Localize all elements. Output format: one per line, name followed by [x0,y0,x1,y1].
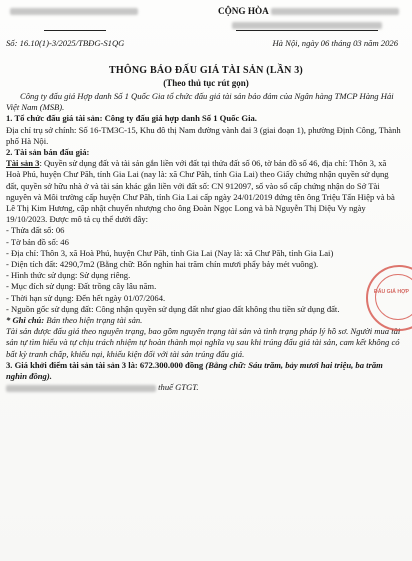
asset-label: Tài sản 3 [6,158,40,169]
document-date: Hà Nội, ngày 06 tháng 03 năm 2026 [272,38,398,48]
document-title: THÔNG BÁO ĐẤU GIÁ TÀI SẢN (LẦN 3) [109,65,303,76]
asset-item-1: - Thửa đất số: 06 [6,225,65,236]
header-right-line2-blurred [232,22,382,29]
vat-text: thuế GTGT. [158,382,199,393]
header-left-underline [44,30,106,31]
asset-description [6,158,402,225]
header-left [10,6,138,16]
asset-item-6: - Mục đích sử dụng: Đất trồng cây lâu năm. [6,281,157,292]
reference-number: Số: 16.10(1)-3/2025/TBĐG-S1QG [6,38,125,48]
section-1-heading: 1. Tổ chức đấu giá tài sản: Công ty đấu giá hợp danh Số 1 Quốc Gia. [6,113,257,124]
asset-item-2: - Tờ bản đồ số: 46 [6,236,69,247]
document-subtitle: (Theo thủ tục rút gọn) [163,78,249,88]
header-right-title: CỘNG HÒA [218,6,269,16]
header-right [218,6,399,16]
asset-item-3: - Địa chỉ: Thôn 3, xã Hoà Phú, huyện Chư Păh, tỉnh Gia Lai (Nay là: xã Chư Păh, tỉnh Gia Lai) [6,247,334,258]
seal-inner-ring [375,274,412,320]
section-1-address: Địa chỉ trụ sở chính: Số 16-TM3C-15, Khu đô thị Nam đường vành đai 3 (giai đoạn 1), phường Định Công, Thành phố Hà Nội. [6,124,401,146]
section-3-vat-line [6,382,402,393]
note-line [6,315,402,326]
intro-paragraph: Công ty đấu giá Hợp danh Số 1 Quốc Gia tổ chức đấu giá tài sản bảo đảm của Ngân hàng TMCP Hàng Hải Việt Nam (MSB). [6,91,394,113]
section-3-heading: 3. Giá khởi điểm tài sản tài sản 3 là: 672.300.000 đồng [6,359,204,370]
disclaimer-paragraph: Tài sản được đấu giá theo nguyên trạng, bao gồm nguyên trạng tài sản và tình trạng pháp lý hồ sơ. Người mua tài sản tự tìm hiểu và tự chịu trách nhiệm tự hoàn thành mọi nghĩa vụ sau khi trúng đấu giá tài sản, cam kết không có bất kỳ tranh chấp, khiếu nại, khiếu kiện đối với tài sản trúng đấu giá. [6,326,401,359]
header-right-underline [236,30,378,31]
asset-description-text: : Quyền sử dụng đất và tài sản gắn liền với đất tại thửa đất số 06, tờ bản đồ số 46, địa chỉ: Thôn 3, xã Hoà Phú, huyện Chư Păh, tỉnh Gia Lai (nay là: xã Chư Păh, tỉnh Gia Lai) theo Giấy chứng nhận quyền sử dụng đất, quyền sở hữu nhà ở và tài sản khác gắn liền với đất số: CN 912097, số vào sổ cấp chứng nhận do Sở Tài nguyên và Môi trường cấp huyện Chư Păh, tỉnh Gia Lai cấp ngày 24/01/2019 đứng tên ông Triệu Tấn Hiệp và bà Lê Thị Kim Hương, cập nhật chuyển nhượng cho ông Đoàn Ngọc Long và bà Nguyễn Thị Diệu Vy ngày 19/10/2023. Được mô tả cụ thể dưới đây: [6,158,395,225]
asset-item-7: - Thời hạn sử dụng: Đến hết ngày 01/07/2064. [6,292,166,303]
asset-item-8: - Nguồn gốc sử dụng đất: Công nhận quyền sử dụng đất như giao đất không thu tiền sử dụng đất. [6,303,340,314]
document-body [6,91,402,393]
header-left-blurred-text [10,8,138,15]
section-3-price [6,360,402,382]
asset-item-5: - Hình thức sử dụng: Sử dụng riêng. [6,270,131,281]
asset-item-4: - Diện tích đất: 4290,7m2 (Bằng chữ: Bốn nghìn hai trăm chín mươi phẩy bảy mét vuông). [6,259,319,270]
note-label: * Ghi chú: [6,315,45,326]
header-right-line2 [232,20,382,30]
section-3-price-words: (Bằng chữ: Sáu trăm, bảy mươi hai triệu, ba trăm nghìn đồng). [6,359,383,382]
note-text: Bán theo hiện trạng tài sản. [44,315,143,326]
vat-line-blurred-text [6,385,156,392]
section-2-heading: 2. Tài sản bán đấu giá: [6,147,90,158]
seal-text: ĐẤU GIÁ HỢP [374,289,409,295]
header-right-blurred-text [271,8,399,15]
